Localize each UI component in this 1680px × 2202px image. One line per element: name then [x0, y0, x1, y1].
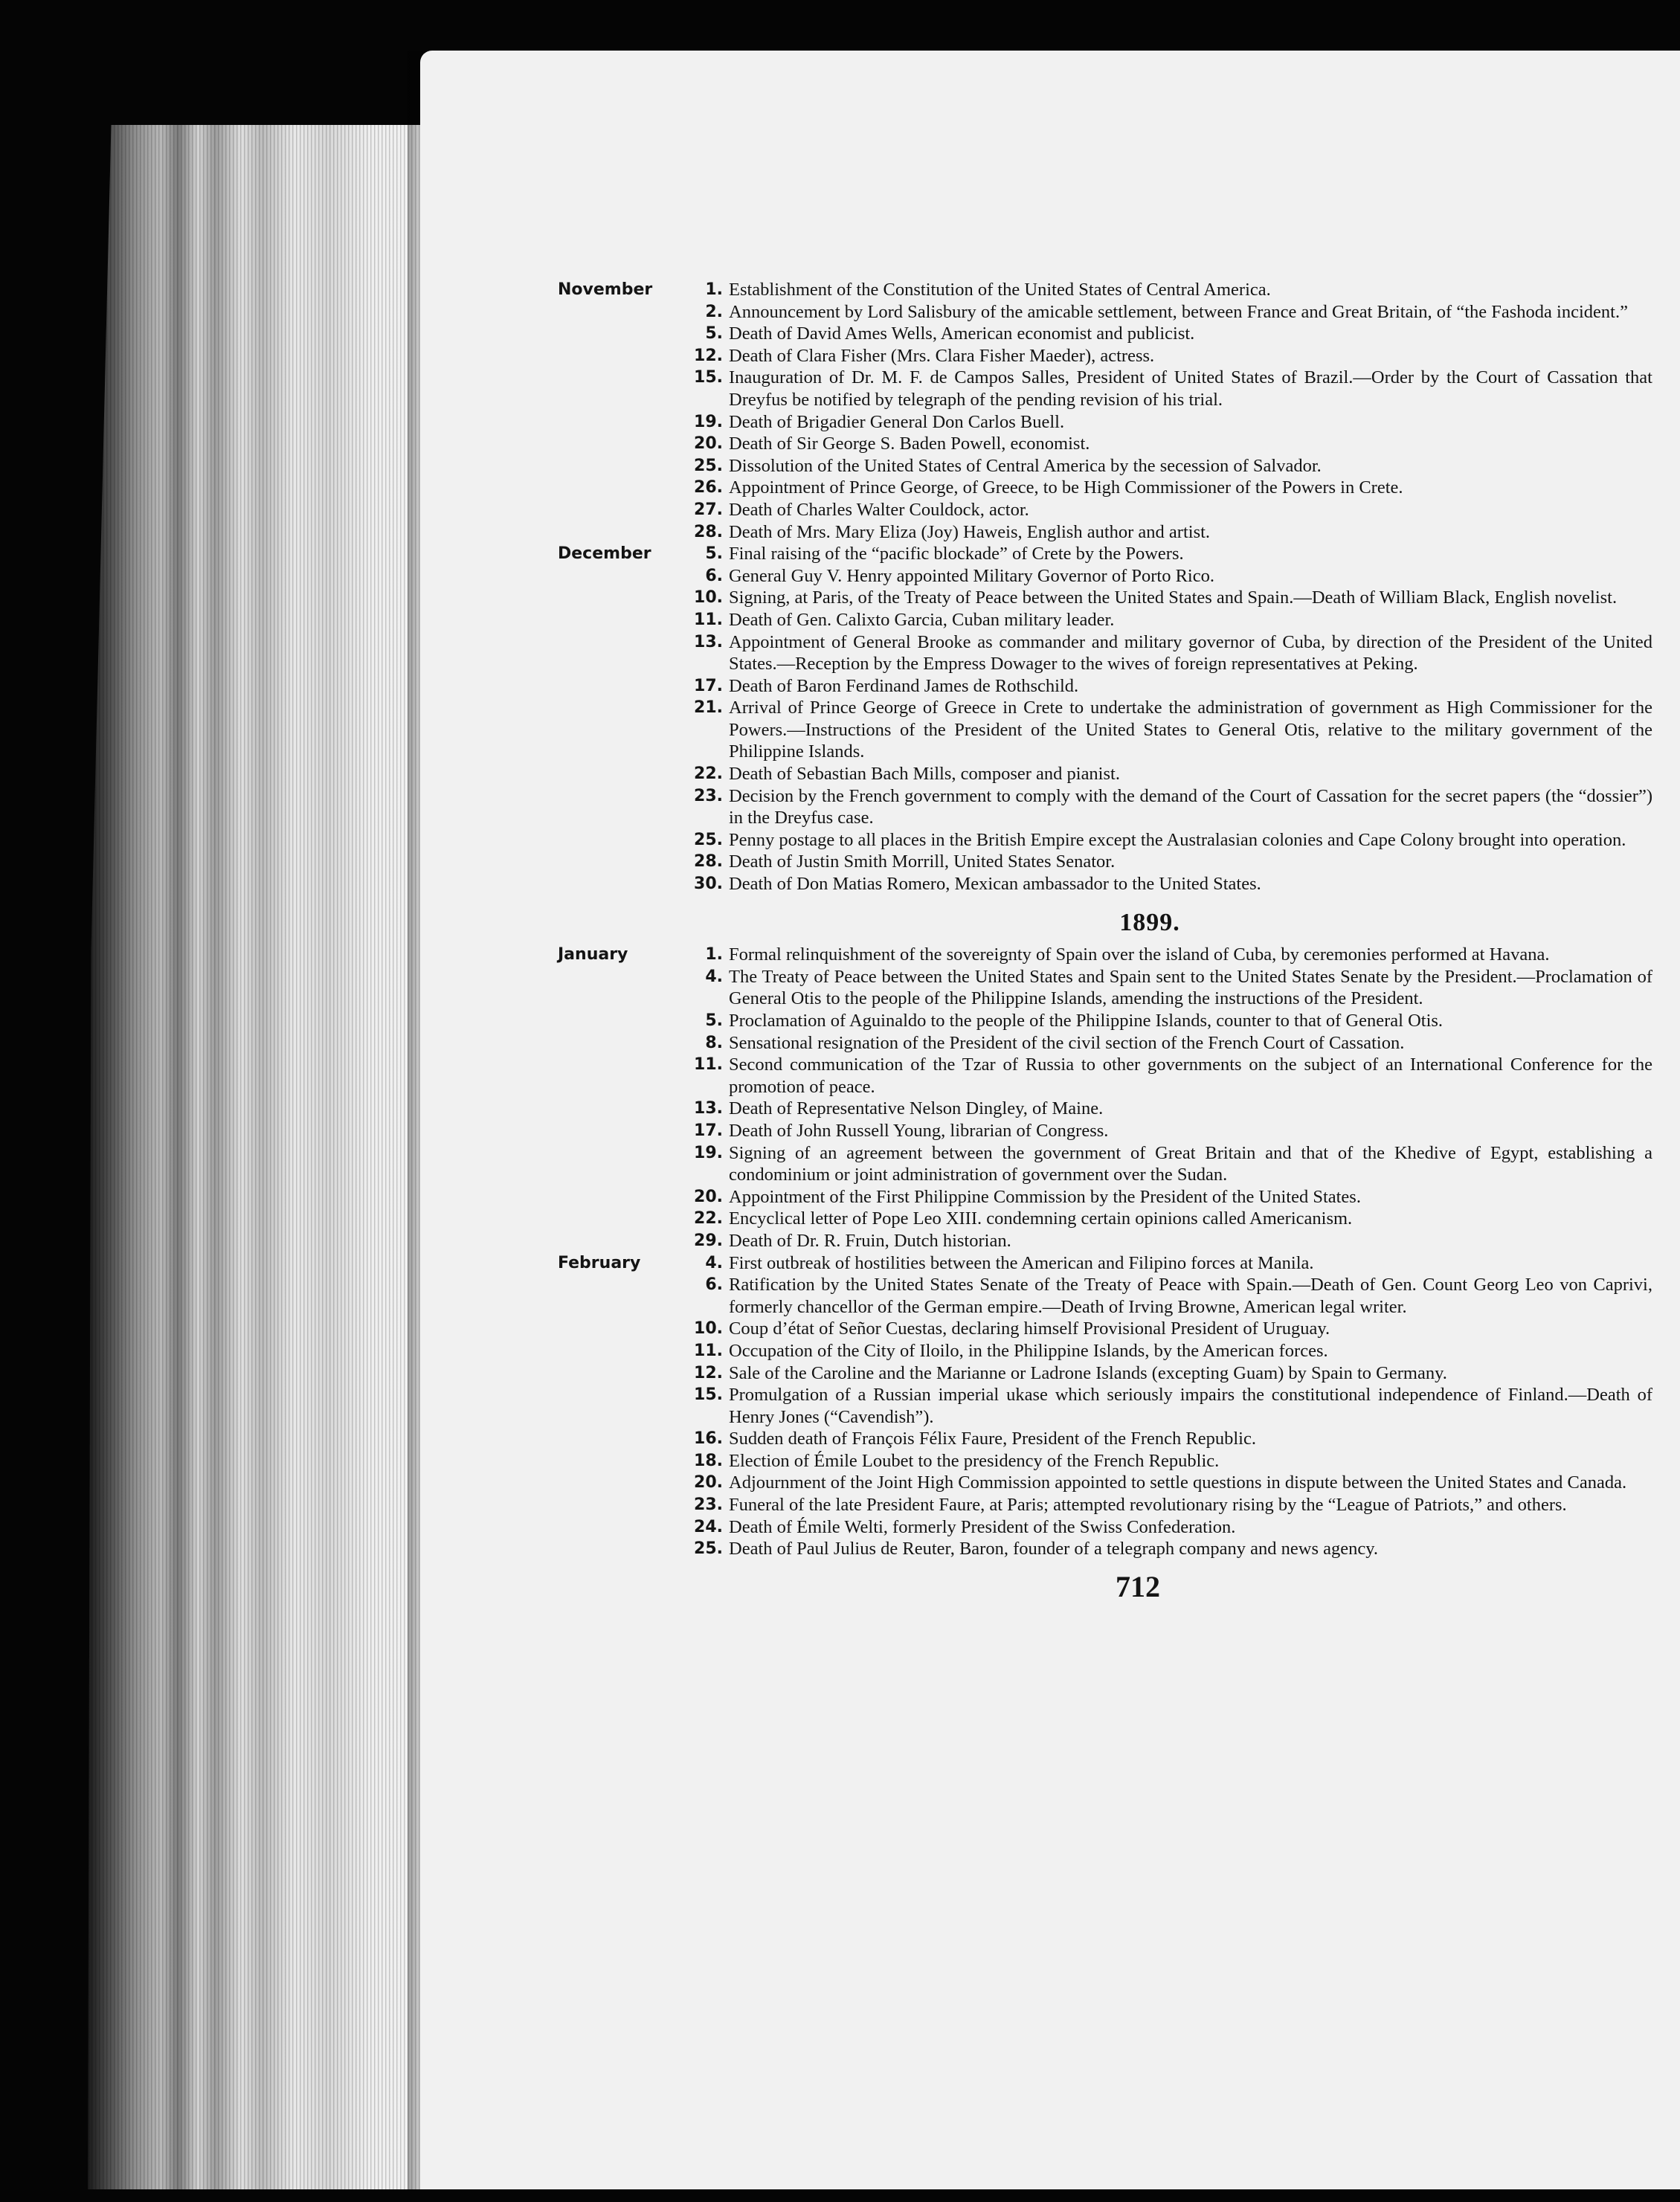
entry-text: Ratification by the United States Senate of the Treaty of Peace with Spain.—Death of Gen. Count Georg Leo von Caprivi, formerly chancellor of the German empire.—Death of Irving Browne, American legal writer. [729, 1275, 1652, 1317]
entry-text: Second communication of the Tzar of Russia to other governments on the subject of an International Conference for the promotion of peace. [729, 1055, 1652, 1097]
entry-day-number: 4. [705, 967, 723, 986]
entry-day-number: 19. [694, 412, 723, 431]
entry-day-number: 6. [705, 1275, 723, 1295]
entry-text: Death of Clara Fisher (Mrs. Clara Fisher Maeder), actress. [729, 345, 1155, 366]
entry-text: Death of Representative Nelson Dingley, of Maine. [729, 1098, 1104, 1119]
entry-text: Promulgation of a Russian imperial ukase which seriously impairs the constitutional independence of Finland.—Death of Henry Jones (“Cavendish”). [729, 1385, 1652, 1427]
entry-text: Death of John Russell Young, librarian of Congress. [729, 1120, 1109, 1141]
chronology-entry [647, 565, 1652, 587]
entry-text: Penny postage to all places in the British Empire except the Australasian colonies and Cape Colony brought into operation. [729, 829, 1626, 850]
entry-day-number: 2. [705, 302, 723, 321]
entry-day-number: 11. [694, 610, 723, 629]
entry-day-number: 19. [694, 1143, 723, 1162]
entry-day-number: 16. [694, 1429, 723, 1449]
entry-day-number: 25. [694, 830, 723, 849]
entry-text: Inauguration of Dr. M. F. de Campos Salles, President of United States of Brazil.—Order by the Court of Cassation that Dreyfus be notified by telegraph of the pending revision of his trial. [729, 367, 1652, 410]
entry-text: Appointment of General Brooke as commander and military governor of Cuba, by direction of the President of the United States.—Reception by the Empress Dowager to the wives of foreign representatives at Peking. [729, 631, 1652, 675]
chronology-entry [647, 1010, 1652, 1032]
entry-day-number: 11. [694, 1341, 723, 1360]
entry-day-number: 5. [705, 1011, 723, 1030]
entry-text: Death of Justin Smith Morrill, United States Senator. [729, 851, 1116, 872]
chronology-entry [647, 1362, 1652, 1385]
entry-day-number: 13. [694, 632, 723, 651]
chronology-entry [647, 587, 1652, 609]
entry-day-number: 5. [705, 544, 723, 564]
chronology-entry [647, 1318, 1652, 1340]
entry-text: Death of Don Matias Romero, Mexican ambassador to the United States. [729, 874, 1261, 895]
entry-day-number: 15. [694, 368, 723, 387]
chronology-entry [647, 1098, 1652, 1120]
chronology-entry [558, 1252, 1652, 1275]
entry-text: Death of Paul Julius de Reuter, Baron, founder of a telegraph company and news agency. [729, 1539, 1379, 1559]
entry-text: Final raising of the “pacific blockade” of Crete by the Powers. [729, 544, 1184, 564]
entry-day-number: 6. [705, 566, 723, 585]
entry-day-number: 23. [694, 786, 723, 805]
chronology-entry [647, 1186, 1652, 1208]
entry-day-number: 18. [694, 1451, 723, 1470]
entry-text: Funeral of the late President Faure, at Paris; attempted revolutionary rising by the “League of Patriots,” and others. [729, 1495, 1567, 1516]
entry-day-number: 28. [694, 852, 723, 872]
entry-text: Occupation of the City of Iloilo, in the Philippine Islands, by the American forces. [729, 1340, 1328, 1361]
entry-text: Death of Dr. R. Fruin, Dutch historian. [729, 1230, 1011, 1251]
chronology-entry [647, 367, 1652, 411]
month-label: January [558, 945, 628, 965]
chronology-entry [647, 966, 1652, 1010]
chronology-entry [647, 455, 1652, 477]
entry-text: Establishment of the Constitution of the United States of Central America. [729, 280, 1271, 300]
entry-text: Sale of the Caroline and the Marianne or Ladrone Islands (excepting Guam) by Spain to Germany. [729, 1362, 1447, 1383]
entry-text: Election of Émile Loubet to the presidency of the French Republic. [729, 1450, 1220, 1471]
chronology-entry [647, 1340, 1652, 1362]
month-label: December [558, 544, 651, 564]
entry-text: Death of Baron Ferdinand James de Rothschild. [729, 675, 1079, 696]
chronology-entry [647, 477, 1652, 499]
entry-text: First outbreak of hostilities between the American and Filipino forces at Manila. [729, 1252, 1314, 1273]
entry-text: Death of Gen. Calixto Garcia, Cuban military leader. [729, 609, 1115, 630]
entry-text: Formal relinquishment of the sovereignty of Spain over the island of Cuba, by ceremonies performed at Havana. [729, 944, 1550, 965]
page-edge-stack [88, 125, 422, 2189]
entry-text: Coup d’état of Señor Cuestas, declaring himself Provisional President of Uruguay. [729, 1319, 1330, 1339]
entry-text: General Guy V. Henry appointed Military Governor of Porto Rico. [729, 565, 1214, 586]
month-label: February [558, 1253, 641, 1272]
entry-day-number: 15. [694, 1385, 723, 1405]
entry-day-number: 24. [694, 1517, 723, 1536]
entry-day-number: 1. [705, 945, 723, 965]
entry-text: Appointment of the First Philippine Commission by the President of the United States. [729, 1186, 1361, 1207]
entry-day-number: 29. [694, 1231, 723, 1250]
entry-text: Signing, at Paris, of the Treaty of Peace between the United States and Spain.—Death of William Black, English novelist. [729, 587, 1618, 608]
entry-day-number: 28. [694, 522, 723, 541]
entry-text: Sensational resignation of the President of the civil section of the French Court of Cassation. [729, 1032, 1405, 1053]
chronology-entry [558, 543, 1652, 565]
chronology-entry [647, 675, 1652, 698]
chronology-entry [647, 1230, 1652, 1252]
entry-text: Sudden death of François Félix Faure, President of the French Republic. [729, 1429, 1256, 1449]
chronology-entry [647, 1494, 1652, 1516]
chronology-text-block [558, 279, 1652, 1560]
chronology-entry [647, 609, 1652, 631]
entry-text: Decision by the French government to comply with the demand of the Court of Cassation for the secret papers (the “dossier”) in the Dreyfus case. [729, 785, 1652, 828]
entry-text: Adjournment of the Joint High Commission appointed to settle questions in dispute between the United States and Canada. [729, 1472, 1627, 1493]
entry-day-number: 10. [694, 1319, 723, 1339]
chronology-entry [647, 1274, 1652, 1318]
entry-day-number: 20. [694, 1187, 723, 1206]
chronology-entry [647, 1208, 1652, 1230]
entry-day-number: 27. [694, 500, 723, 519]
entry-day-number: 10. [694, 588, 723, 608]
entry-text: Death of Sir George S. Baden Powell, economist. [729, 434, 1090, 454]
entry-text: Death of Brigadier General Don Carlos Buell. [729, 411, 1065, 432]
chronology-entry [647, 1538, 1652, 1560]
entry-day-number: 22. [694, 1209, 723, 1229]
entry-day-number: 4. [705, 1253, 723, 1272]
chronology-entry [647, 631, 1652, 675]
entry-day-number: 22. [694, 764, 723, 784]
chronology-entry [647, 1142, 1652, 1186]
entry-text: Encyclical letter of Pope Leo XIII. condemning certain opinions called Americanism. [729, 1208, 1353, 1229]
entry-day-number: 20. [694, 1473, 723, 1493]
entry-text: Death of Émile Welti, formerly President of the Swiss Confederation. [729, 1516, 1236, 1537]
chronology-entry [647, 411, 1652, 434]
chronology-entry [647, 851, 1652, 873]
chronology-entry [647, 697, 1652, 763]
entry-text: Death of Charles Walter Couldock, actor. [729, 499, 1029, 520]
page-number: 712 [1116, 1570, 1160, 1603]
entry-text: The Treaty of Peace between the United States and Spain sent to the United States Senate by the President.—Proclamation of General Otis to the people of the Philippine Islands, amending the instructions of the President. [729, 966, 1652, 1009]
chronology-entry [647, 323, 1652, 345]
entry-day-number: 13. [694, 1099, 723, 1118]
entry-day-number: 1. [705, 280, 723, 299]
entry-text: Arrival of Prince George of Greece in Crete to undertake the administration of government as High Commissioner for the Powers.—Instructions of the President of the United States to General Otis, relative to the military government of the Philippine Islands. [729, 698, 1652, 762]
entry-day-number: 20. [694, 434, 723, 454]
chronology-entry [647, 1054, 1652, 1098]
entry-day-number: 25. [694, 456, 723, 475]
chronology-entry [647, 1120, 1652, 1142]
chronology-entry [647, 829, 1652, 851]
chronology-entry [647, 499, 1652, 521]
chronology-entry [647, 345, 1652, 367]
chronology-entry [647, 785, 1652, 829]
entry-day-number: 25. [694, 1539, 723, 1559]
chronology-entry [647, 1516, 1652, 1539]
entry-day-number: 17. [694, 676, 723, 695]
entry-text: Signing of an agreement between the government of Great Britain and that of the Khedive of Egypt, establishing a condominium or joint administration of government over the Sudan. [729, 1142, 1652, 1185]
entry-text: Appointment of Prince George, of Greece, to be High Commissioner of the Powers in Crete. [729, 477, 1403, 498]
chronology-entry [558, 944, 1652, 966]
chronology-entry [647, 1428, 1652, 1450]
entry-day-number: 5. [705, 324, 723, 344]
chronology-entry [647, 521, 1652, 544]
entry-day-number: 26. [694, 478, 723, 498]
chronology-entry [647, 1472, 1652, 1494]
entry-text: Dissolution of the United States of Central America by the secession of Salvador. [729, 455, 1322, 476]
entry-day-number: 12. [694, 1363, 723, 1382]
entry-text: Death of Mrs. Mary Eliza (Joy) Haweis, English author and artist. [729, 521, 1211, 542]
chronology-entry [558, 279, 1652, 301]
entry-text: Death of David Ames Wells, American economist and publicist. [729, 323, 1195, 344]
entry-day-number: 21. [694, 698, 723, 718]
entry-text: Proclamation of Aguinaldo to the people of the Philippine Islands, counter to that of General Otis. [729, 1011, 1444, 1031]
chronology-entry [647, 301, 1652, 323]
chronology-entry [647, 763, 1652, 785]
entry-day-number: 17. [694, 1121, 723, 1140]
year-heading: 1899. [1119, 908, 1180, 936]
chronology-entry [647, 873, 1652, 895]
entry-text: Death of Sebastian Bach Mills, composer and pianist. [729, 764, 1120, 785]
month-label: November [558, 280, 653, 299]
entry-day-number: 11. [694, 1055, 723, 1075]
entry-text: Announcement by Lord Salisbury of the amicable settlement, between France and Great Britain, of “the Fashoda incident.” [729, 301, 1628, 322]
entry-day-number: 8. [705, 1033, 723, 1052]
chronology-entry [647, 433, 1652, 455]
entry-day-number: 23. [694, 1496, 723, 1515]
entry-day-number: 30. [694, 875, 723, 894]
chronology-entry [647, 1032, 1652, 1055]
chronology-entry [647, 1384, 1652, 1428]
chronology-entry [647, 1450, 1652, 1472]
entry-day-number: 12. [694, 346, 723, 365]
